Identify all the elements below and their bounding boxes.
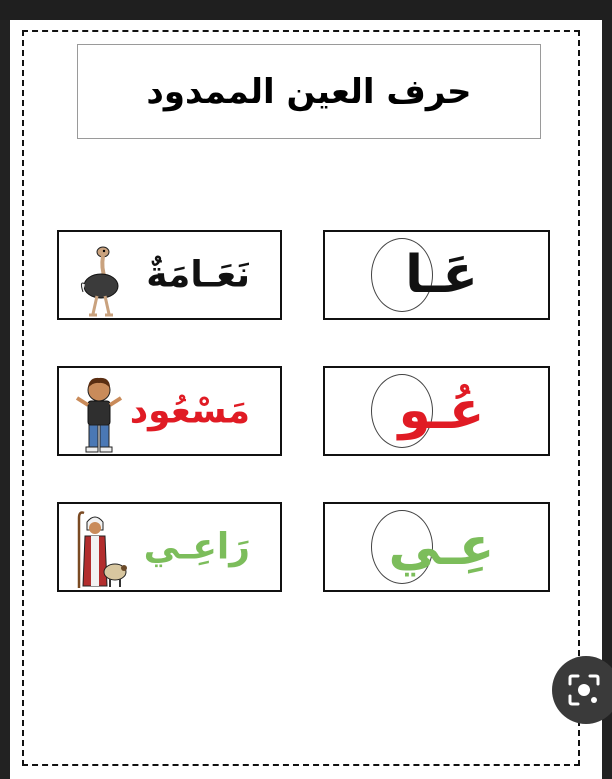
top-bar [0,0,612,20]
word-shepherd: رَاعِـي [143,526,250,568]
word-masoud: مَسْعُود [129,390,250,432]
syllable-card-aa [323,230,550,320]
syllable-card-ee [323,502,550,592]
worksheet-page [10,20,602,779]
syllable-card-oo [323,366,550,456]
page-title: حرف العين الممدود [146,71,472,112]
word-ostrich: نَعَـامَةٌ [146,254,250,296]
word-card-masoud [57,366,282,456]
camera-lens-button[interactable] [552,656,612,724]
syllable-oo: عُـو [398,381,485,441]
camera-lens-icon [564,670,604,710]
syllable-ee: عِـي [388,517,495,577]
shepherd-icon [71,508,127,590]
ostrich-icon [71,236,127,318]
word-card-ostrich [57,230,282,320]
title-box [77,44,541,139]
boy-icon [71,372,127,454]
syllable-aa: عَـا [405,245,478,305]
word-card-shepherd [57,502,282,592]
